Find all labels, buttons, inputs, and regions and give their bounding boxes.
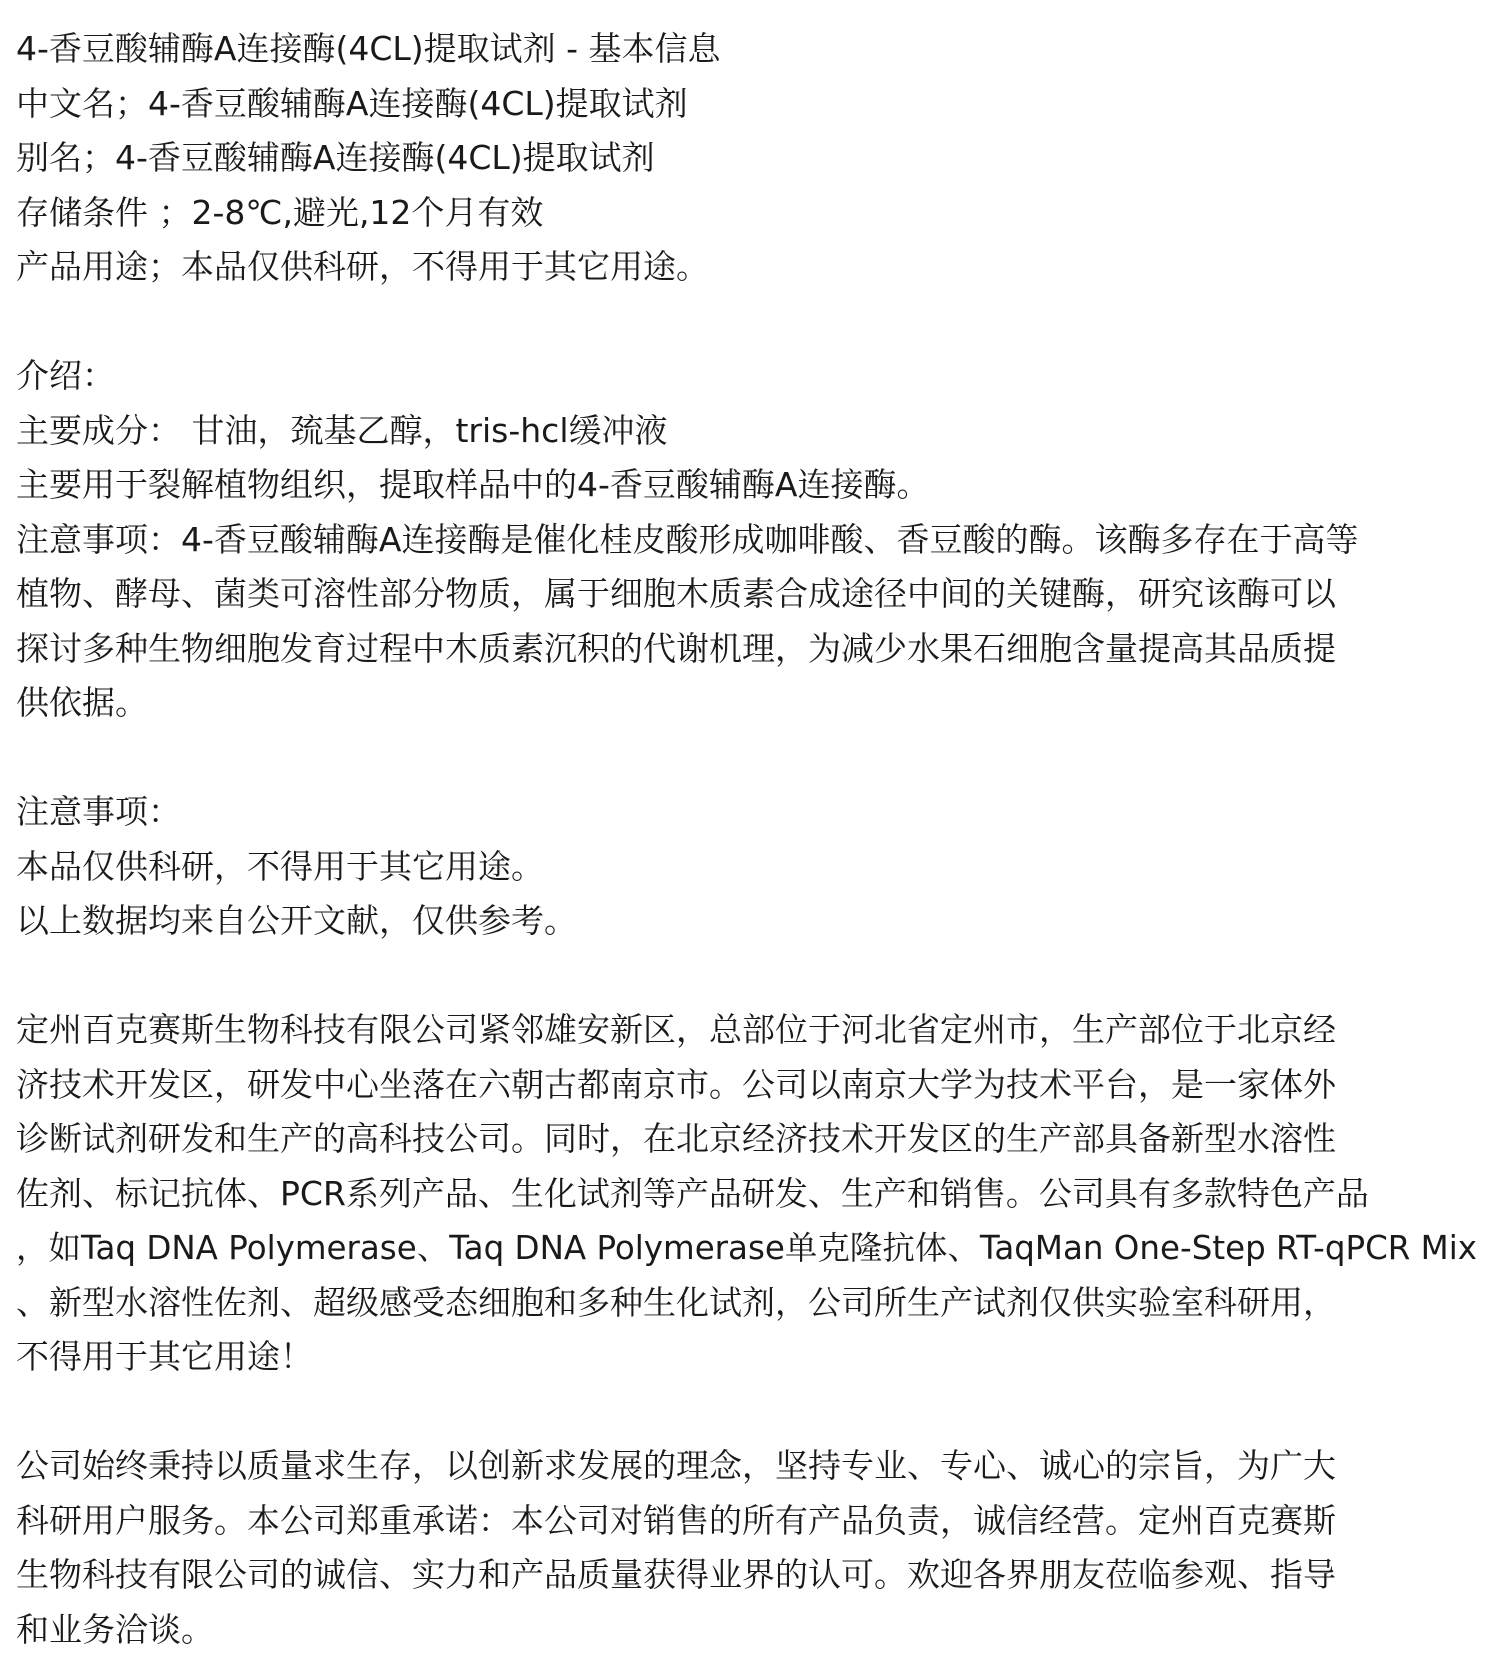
introduction-heading: 介绍： <box>16 356 115 395</box>
paragraph-line: 不得用于其它用途！ <box>16 1337 313 1376</box>
product-usage: 产品用途；本品仅供科研，不得用于其它用途。 <box>16 247 709 286</box>
spacer <box>16 1385 1486 1440</box>
paragraph-line: 供依据。 <box>16 683 148 722</box>
precaution-data-source: 以上数据均来自公开文献，仅供参考。 <box>16 901 577 940</box>
paragraph-line: 济技术开发区，研发中心坐落在六朝古都南京市。公司以南京大学为技术平台，是一家体外 <box>16 1064 1336 1104</box>
basic-info-section <box>16 22 1486 295</box>
precautions-heading: 注意事项： <box>16 792 181 831</box>
precautions-section <box>16 785 1486 949</box>
paragraph-line: 和业务洽谈。 <box>16 1609 214 1649</box>
spacer <box>16 295 1486 350</box>
precaution-research-only: 本品仅供科研，不得用于其它用途。 <box>16 846 544 886</box>
product-title: 4-香豆酸辅酶A连接酶(4CL)提取试剂 - 基本信息 <box>16 29 721 68</box>
paragraph-line: 植物、酵母、菌类可溶性部分物质，属于细胞木质素合成途径中间的关键酶，研究该酶可以 <box>16 574 1336 613</box>
paragraph-line: 定州百克赛斯生物科技有限公司紧邻雄安新区，总部位于河北省定州市，生产部位于北京经 <box>16 1010 1336 1049</box>
document-body <box>16 22 1486 1657</box>
introduction-section <box>16 349 1486 731</box>
alias: 别名；4-香豆酸辅酶A连接酶(4CL)提取试剂 <box>16 138 655 177</box>
main-purpose: 主要用于裂解植物组织，提取样品中的4-香豆酸辅酶A连接酶。 <box>16 465 930 504</box>
company-intro-paragraph <box>16 1003 1486 1385</box>
paragraph-line: 注意事项：4-香豆酸辅酶A连接酶是催化桂皮酸形成咖啡酸、香豆酸的酶。该酶多存在于高等 <box>16 519 1359 559</box>
paragraph-line: ，如Taq DNA Polymerase、Taq DNA Polymerase单克隆抗体、TaqMan One-Step RT-qPCR Mix <box>16 1229 1477 1267</box>
company-mission-paragraph <box>16 1439 1486 1657</box>
spacer <box>16 731 1486 786</box>
main-components: 主要成分： 甘油，巯基乙醇，tris-hcl缓冲液 <box>16 410 668 450</box>
paragraph-line: 探讨多种生物细胞发育过程中木质素沉积的代谢机理，为减少水果石细胞含量提高其品质提 <box>16 628 1336 668</box>
paragraph-line: 公司始终秉持以质量求生存，以创新求发展的理念，坚持专业、专心、诚心的宗旨，为广大 <box>16 1446 1336 1485</box>
paragraph-line: 、新型水溶性佐剂、超级感受态细胞和多种生化试剂，公司所生产试剂仅供实验室科研用， <box>16 1282 1336 1322</box>
chinese-name: 中文名；4-香豆酸辅酶A连接酶(4CL)提取试剂 <box>16 83 688 123</box>
storage-conditions: 存储条件 ；2-8℃,避光,12个月有效 <box>16 192 544 232</box>
paragraph-line: 诊断试剂研发和生产的高科技公司。同时，在北京经济技术开发区的生产部具备新型水溶性 <box>16 1119 1336 1158</box>
paragraph-line: 生物科技有限公司的诚信、实力和产品质量获得业界的认可。欢迎各界朋友莅临参观、指导 <box>16 1555 1336 1594</box>
paragraph-line: 佐剂、标记抗体、PCR系列产品、生化试剂等产品研发、生产和销售。公司具有多款特色产品 <box>16 1173 1369 1213</box>
spacer <box>16 949 1486 1004</box>
paragraph-line: 科研用户服务。本公司郑重承诺：本公司对销售的所有产品负责，诚信经营。定州百克赛斯 <box>16 1500 1336 1540</box>
intro-notes-paragraph <box>16 513 1486 731</box>
